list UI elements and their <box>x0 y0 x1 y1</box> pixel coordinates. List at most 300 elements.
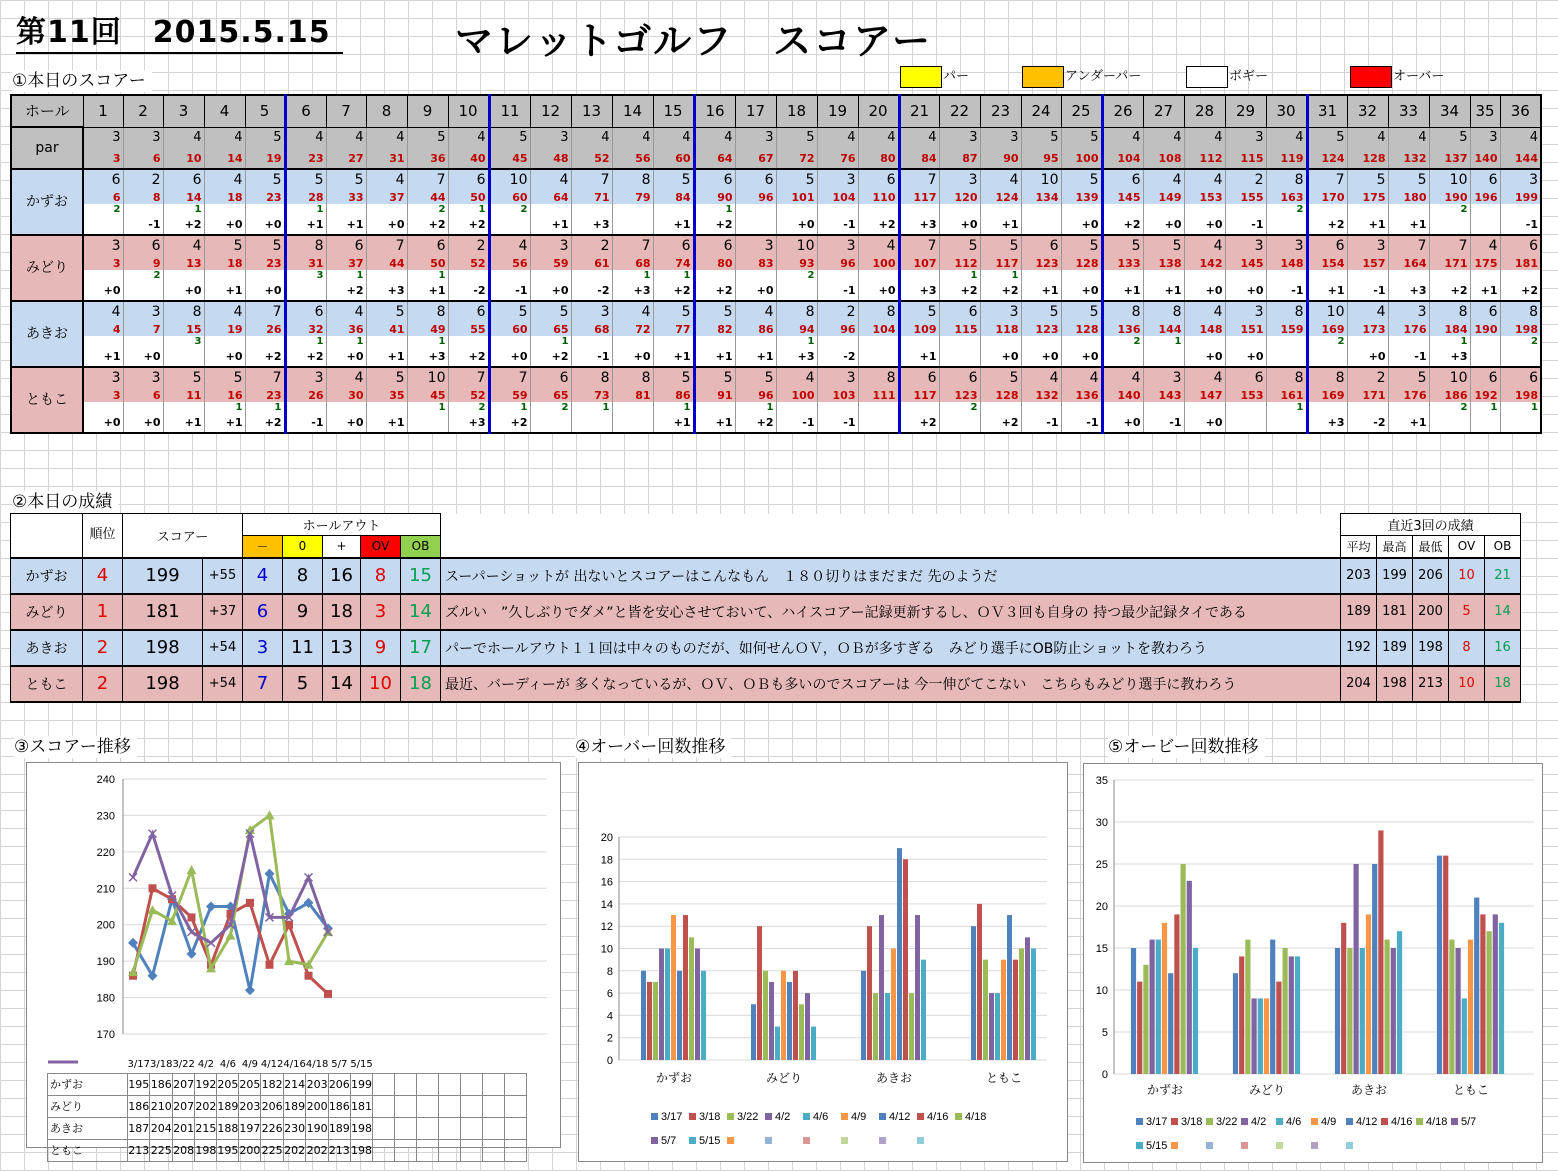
holeout-header: ホールアウト <box>243 514 441 536</box>
result-rank: 2 <box>83 666 123 702</box>
legend-swatch <box>1241 1142 1248 1149</box>
holeout-zero-header: 0 <box>283 536 323 558</box>
bar <box>1276 982 1281 1074</box>
bar <box>1341 923 1346 1074</box>
player-ob-cell <box>571 336 612 348</box>
bar <box>1131 948 1136 1074</box>
player-cum-cell: 33 <box>326 190 366 204</box>
player-strokes-cell: 5 <box>939 235 980 256</box>
ob-count-chart <box>1083 763 1543 1163</box>
player-strokes-cell: 8 <box>1266 367 1307 388</box>
player-strokes-cell: 4 <box>858 235 899 256</box>
legend-bogey-swatch <box>1186 66 1228 88</box>
legend-swatch <box>917 1137 924 1144</box>
player-ob-cell: 2 <box>1266 204 1307 216</box>
player-res-cell: +1 <box>285 216 326 235</box>
series-legend <box>48 1139 128 1161</box>
bar <box>1245 940 1250 1074</box>
data-label: 195 <box>128 1073 150 1095</box>
bar <box>769 982 774 1060</box>
data-label: 214 <box>283 1073 305 1095</box>
player-strokes-cell: 8 <box>1266 169 1307 190</box>
data-label: 189 <box>283 1095 305 1117</box>
bar <box>879 915 884 1060</box>
player-cum-cell: 148 <box>1184 322 1225 336</box>
player-res-cell: +2 <box>858 216 899 235</box>
player-ob-cell <box>858 402 899 414</box>
empty-cell <box>483 1139 505 1161</box>
legend-par-swatch <box>900 66 942 88</box>
legend-swatch <box>879 1137 886 1144</box>
bar <box>1270 940 1275 1074</box>
player-strokes-cell: 3 <box>817 235 858 256</box>
player-strokes-cell: 5 <box>694 367 735 388</box>
y-tick-label: 8 <box>606 965 613 978</box>
par-strokes-cell: 4 <box>1347 127 1388 149</box>
player-cum-cell: 3 <box>83 256 123 270</box>
player-strokes-cell: 5 <box>204 367 245 388</box>
player-ob-cell <box>1266 336 1307 348</box>
player-strokes-cell: 5 <box>285 169 326 190</box>
player-cum-cell: 64 <box>530 190 571 204</box>
player-ob-cell: 1 <box>407 402 448 414</box>
empty-cell <box>395 1139 417 1161</box>
hole-number: 11 <box>489 95 530 127</box>
player-cum-cell: 28 <box>285 190 326 204</box>
player-strokes-cell: 5 <box>980 235 1021 256</box>
data-label: 198 <box>350 1139 372 1161</box>
player-ob-cell: 2 <box>83 204 123 216</box>
player-strokes-cell: 5 <box>1061 235 1102 256</box>
par-strokes-cell: 5 <box>1429 127 1470 149</box>
data-point <box>149 884 157 892</box>
player-res-cell: -2 <box>1347 414 1388 433</box>
bar <box>1354 864 1359 1074</box>
player-ob-cell: 1 <box>326 270 366 282</box>
result-name: あきお <box>11 630 83 666</box>
data-label: 202 <box>195 1095 217 1117</box>
rank-header <box>83 514 123 558</box>
player-cum-cell: 31 <box>285 256 326 270</box>
x-tick-label: 3/22 <box>172 1059 195 1071</box>
player-cum-cell: 60 <box>489 190 530 204</box>
bar <box>1468 940 1473 1074</box>
player-res-cell: +0 <box>83 282 123 301</box>
player-strokes-cell: 10 <box>776 235 817 256</box>
player-res-cell: -1 <box>285 414 326 433</box>
player-cum-cell: 65 <box>530 388 571 402</box>
bar <box>1001 960 1006 1060</box>
player-cum-cell: 37 <box>366 190 407 204</box>
player-strokes-cell: 6 <box>939 367 980 388</box>
player-cum-cell: 164 <box>1388 256 1429 270</box>
player-res-cell: +3 <box>899 216 939 235</box>
hole-number: 21 <box>899 95 939 127</box>
player-cum-cell: 199 <box>1500 190 1541 204</box>
player-ob-cell <box>1307 270 1347 282</box>
empty-cell <box>461 1139 483 1161</box>
category-label: みどり <box>765 1071 803 1085</box>
par-cum-cell: 112 <box>1184 149 1225 169</box>
data-label: 202 <box>306 1139 328 1161</box>
player-strokes-cell: 8 <box>1266 301 1307 322</box>
player-strokes-cell: 6 <box>530 367 571 388</box>
player-strokes-cell: 6 <box>407 235 448 256</box>
legend-label: 4/2 <box>775 1111 791 1123</box>
player-ob-cell <box>776 204 817 216</box>
player-cum-cell: 14 <box>163 190 204 204</box>
player-strokes-cell: 3 <box>817 367 858 388</box>
score-grid <box>10 94 1542 434</box>
player-ob-cell <box>366 336 407 348</box>
player-cum-cell: 171 <box>1347 388 1388 402</box>
result-avg: 204 <box>1341 666 1377 702</box>
player-strokes-cell: 3 <box>980 301 1021 322</box>
series-legend <box>48 1073 128 1095</box>
bar <box>1347 948 1352 1074</box>
player-ob-cell <box>776 402 817 414</box>
player-ob-cell <box>817 270 858 282</box>
player-res-cell <box>285 282 326 301</box>
player-ob-cell <box>899 336 939 348</box>
player-strokes-cell: 4 <box>163 235 204 256</box>
par-strokes-cell: 4 <box>1143 127 1184 149</box>
player-strokes-cell: 3 <box>1225 301 1266 322</box>
result-rov: 8 <box>1449 630 1485 666</box>
player-strokes-cell: 5 <box>163 367 204 388</box>
bar <box>915 915 920 1060</box>
player-res-cell: +0 <box>326 348 366 367</box>
player-ob-cell: 1 <box>1266 402 1307 414</box>
player-res-cell: +0 <box>366 216 407 235</box>
result-zero: 11 <box>283 630 323 666</box>
bar <box>1335 948 1340 1074</box>
empty-cell <box>461 1073 483 1095</box>
par-cum-cell: 128 <box>1347 149 1388 169</box>
player-res-cell: +2 <box>1429 282 1470 301</box>
series-name: かずお <box>50 1078 83 1091</box>
player-ob-cell <box>1470 270 1500 282</box>
player-cum-cell: 73 <box>571 388 612 402</box>
data-label: 186 <box>328 1095 350 1117</box>
data-point <box>226 931 236 940</box>
player-strokes-cell: 4 <box>326 301 366 322</box>
player-cum-cell: 133 <box>1102 256 1143 270</box>
data-point <box>266 961 274 969</box>
player-res-cell: +0 <box>326 414 366 433</box>
player-strokes-cell: 6 <box>939 301 980 322</box>
player-name: かずお <box>11 169 83 235</box>
empty-cell <box>483 1095 505 1117</box>
player-res-cell: +0 <box>530 282 571 301</box>
player-res-cell <box>1500 348 1541 367</box>
player-res-cell: +0 <box>1061 216 1102 235</box>
player-ob-cell <box>1143 270 1184 282</box>
data-point <box>285 921 293 929</box>
player-name: あきお <box>11 301 83 367</box>
series-legend <box>48 1095 128 1117</box>
empty-cell <box>439 1139 461 1161</box>
result-minus: 3 <box>243 630 283 666</box>
par-cum-cell: 52 <box>571 149 612 169</box>
player-cum-cell: 50 <box>407 256 448 270</box>
result-avg: 203 <box>1341 558 1377 594</box>
player-res-cell: +0 <box>204 216 245 235</box>
player-res-cell <box>1266 216 1307 235</box>
par-cum-cell: 56 <box>612 149 653 169</box>
player-res-cell <box>735 216 776 235</box>
player-ob-cell <box>899 270 939 282</box>
legend-swatch <box>879 1113 886 1120</box>
player-strokes-cell: 6 <box>1500 367 1541 388</box>
player-cum-cell: 55 <box>448 322 489 336</box>
player-strokes-cell: 5 <box>776 169 817 190</box>
player-strokes-cell: 3 <box>83 235 123 256</box>
player-ob-cell <box>1184 402 1225 414</box>
empty-cell <box>417 1139 439 1161</box>
legend-swatch <box>1241 1118 1248 1125</box>
player-res-cell: -2 <box>817 348 858 367</box>
player-ob-cell <box>83 270 123 282</box>
y-tick-label: 220 <box>96 846 115 859</box>
player-cum-cell: 159 <box>1266 322 1307 336</box>
bar <box>989 993 994 1060</box>
data-label: 213 <box>128 1139 150 1161</box>
legend-label: 4/18 <box>965 1111 987 1123</box>
par-strokes-cell: 4 <box>1102 127 1143 149</box>
player-cum-cell: 84 <box>653 190 694 204</box>
player-cum-cell: 138 <box>1143 256 1184 270</box>
player-res-cell: +0 <box>1184 414 1225 433</box>
player-cum-cell: 196 <box>1470 190 1500 204</box>
player-strokes-cell: 8 <box>858 301 899 322</box>
data-label: 210 <box>150 1095 172 1117</box>
par-cum-cell: 76 <box>817 149 858 169</box>
player-strokes-cell: 7 <box>612 235 653 256</box>
player-cum-cell: 153 <box>1184 190 1225 204</box>
player-cum-cell: 123 <box>1021 256 1061 270</box>
player-cum-cell: 123 <box>939 388 980 402</box>
holeout-ov-header: OV <box>361 536 401 558</box>
par-strokes-cell: 5 <box>1061 127 1102 149</box>
player-strokes-cell: 5 <box>1388 367 1429 388</box>
player-ob-cell <box>123 336 163 348</box>
legend-swatch <box>1171 1118 1178 1125</box>
player-ob-cell <box>1184 336 1225 348</box>
player-cum-cell: 148 <box>1266 256 1307 270</box>
player-cum-cell: 170 <box>1307 190 1347 204</box>
hole-number: 17 <box>735 95 776 127</box>
player-strokes-cell: 5 <box>1102 235 1143 256</box>
empty-cell <box>439 1117 461 1139</box>
player-ob-cell <box>612 402 653 414</box>
par-strokes-cell: 4 <box>1388 127 1429 149</box>
player-cum-cell: 145 <box>1102 190 1143 204</box>
data-label: 182 <box>261 1073 283 1095</box>
player-res-cell <box>1429 216 1470 235</box>
player-strokes-cell: 6 <box>858 169 899 190</box>
bar <box>689 937 694 1060</box>
par-cum-cell: 119 <box>1266 149 1307 169</box>
data-label: 213 <box>328 1139 350 1161</box>
player-res-cell: +2 <box>653 282 694 301</box>
player-res-cell: +1 <box>735 348 776 367</box>
hole-number: 7 <box>326 95 366 127</box>
player-cum-cell: 77 <box>653 322 694 336</box>
player-ob-cell: 3 <box>285 270 326 282</box>
hole-number: 20 <box>858 95 899 127</box>
player-ob-cell: 1 <box>1500 402 1541 414</box>
result-comment: 最近、バーディーが 多くなっているが、ＯＶ、ＯＢも多いのでスコアーは 今一伸びてこない こちらもみどり選手に教わろう <box>441 666 1341 702</box>
par-cum-cell: 45 <box>489 149 530 169</box>
player-cum-cell: 79 <box>612 190 653 204</box>
player-strokes-cell: 4 <box>1184 169 1225 190</box>
player-strokes-cell: 8 <box>1143 301 1184 322</box>
player-cum-cell: 96 <box>817 322 858 336</box>
player-strokes-cell: 4 <box>1102 367 1143 388</box>
recent-rov-header: OV <box>1449 536 1485 558</box>
player-strokes-cell: 2 <box>448 235 489 256</box>
player-cum-cell: 149 <box>1143 190 1184 204</box>
x-tick-label: 4/18 <box>305 1059 329 1071</box>
player-ob-cell <box>204 336 245 348</box>
player-res-cell: +0 <box>1061 282 1102 301</box>
player-res-cell: +2 <box>245 414 285 433</box>
player-cum-cell: 3 <box>83 388 123 402</box>
result-rank: 4 <box>83 558 123 594</box>
bar <box>1493 914 1498 1074</box>
player-cum-cell: 142 <box>1184 256 1225 270</box>
player-res-cell <box>939 414 980 433</box>
player-res-cell <box>1102 348 1143 367</box>
par-cum-cell: 3 <box>83 149 123 169</box>
bar <box>1252 998 1257 1074</box>
player-strokes-cell: 6 <box>326 235 366 256</box>
player-ob-cell <box>1021 402 1061 414</box>
bar <box>1437 856 1442 1074</box>
bar <box>1025 937 1030 1060</box>
player-strokes-cell: 7 <box>366 235 407 256</box>
par-strokes-cell: 5 <box>407 127 448 149</box>
player-strokes-cell: 4 <box>204 301 245 322</box>
bar <box>1013 960 1018 1060</box>
player-res-cell: +0 <box>245 282 285 301</box>
category-label: かずお <box>655 1071 693 1085</box>
result-rob: 21 <box>1485 558 1521 594</box>
player-ob-cell <box>1143 402 1184 414</box>
hole-number: 15 <box>653 95 694 127</box>
legend-swatch <box>651 1113 658 1120</box>
par-cum-cell: 67 <box>735 149 776 169</box>
player-cum-cell: 72 <box>612 322 653 336</box>
bar <box>1174 914 1179 1074</box>
player-ob-cell <box>858 204 899 216</box>
empty-cell <box>483 1057 505 1073</box>
player-ob-cell <box>1388 402 1429 414</box>
player-res-cell: +1 <box>1021 282 1061 301</box>
empty-cell <box>461 1117 483 1139</box>
par-strokes-cell: 4 <box>326 127 366 149</box>
bar <box>1456 948 1461 1074</box>
y-tick-label: 5 <box>1101 1027 1108 1039</box>
player-cum-cell: 91 <box>694 388 735 402</box>
bar <box>805 993 810 1060</box>
hole-number: 4 <box>204 95 245 127</box>
player-ob-cell <box>1429 270 1470 282</box>
player-strokes-cell: 7 <box>245 301 285 322</box>
player-cum-cell: 81 <box>612 388 653 402</box>
player-cum-cell: 173 <box>1347 322 1388 336</box>
player-cum-cell: 4 <box>83 322 123 336</box>
player-cum-cell: 8 <box>123 190 163 204</box>
player-res-cell: +2 <box>530 348 571 367</box>
player-strokes-cell: 4 <box>326 367 366 388</box>
data-label: 202 <box>283 1139 305 1161</box>
player-res-cell: +0 <box>83 414 123 433</box>
player-ob-cell <box>899 204 939 216</box>
empty-cell <box>439 1057 461 1073</box>
player-strokes-cell: 5 <box>899 301 939 322</box>
player-strokes-cell: 3 <box>1225 235 1266 256</box>
player-ob-cell <box>694 402 735 414</box>
y-tick-label: 180 <box>96 992 115 1005</box>
player-strokes-cell: 5 <box>366 367 407 388</box>
player-res-cell: +2 <box>285 348 326 367</box>
player-ob-cell: 1 <box>653 402 694 414</box>
player-ob-cell <box>735 204 776 216</box>
bar <box>671 915 676 1060</box>
y-tick-label: 20 <box>1095 901 1108 913</box>
player-ob-cell <box>1266 270 1307 282</box>
result-min: 206 <box>1413 558 1449 594</box>
player-res-cell: -1 <box>1143 414 1184 433</box>
player-cum-cell: 163 <box>1266 190 1307 204</box>
hole-number: 31 <box>1307 95 1347 127</box>
player-res-cell: +2 <box>448 348 489 367</box>
player-name: ともこ <box>11 367 83 433</box>
hole-number: 35 <box>1470 95 1500 127</box>
legend-under-label: アンダーパー <box>1065 69 1142 84</box>
player-cum-cell: 52 <box>448 256 489 270</box>
player-strokes-cell: 8 <box>858 367 899 388</box>
player-ob-cell <box>1021 270 1061 282</box>
x-tick-label: 4/12 <box>260 1059 284 1071</box>
player-strokes-cell: 7 <box>899 235 939 256</box>
player-res-cell: +1 <box>1470 282 1500 301</box>
player-ob-cell <box>939 336 980 348</box>
result-diff: +54 <box>203 666 243 702</box>
bar <box>775 1027 780 1060</box>
player-strokes-cell: 4 <box>530 169 571 190</box>
bar <box>781 971 786 1060</box>
result-diff: +54 <box>203 630 243 666</box>
player-strokes-cell: 2 <box>571 235 612 256</box>
player-res-cell: -1 <box>1347 282 1388 301</box>
bar <box>701 971 706 1060</box>
y-tick-label: 190 <box>96 956 115 969</box>
player-strokes-cell: 3 <box>530 235 571 256</box>
legend-label: 5/15 <box>1146 1140 1168 1152</box>
player-ob-cell: 1 <box>694 204 735 216</box>
player-strokes-cell: 6 <box>1500 235 1541 256</box>
player-cum-cell: 93 <box>776 256 817 270</box>
player-strokes-cell: 2 <box>123 169 163 190</box>
player-ob-cell <box>1225 270 1266 282</box>
result-ob: 14 <box>401 594 441 630</box>
y-tick-label: 170 <box>96 1029 115 1041</box>
player-strokes-cell: 7 <box>1429 235 1470 256</box>
legend-swatch <box>1346 1142 1353 1149</box>
